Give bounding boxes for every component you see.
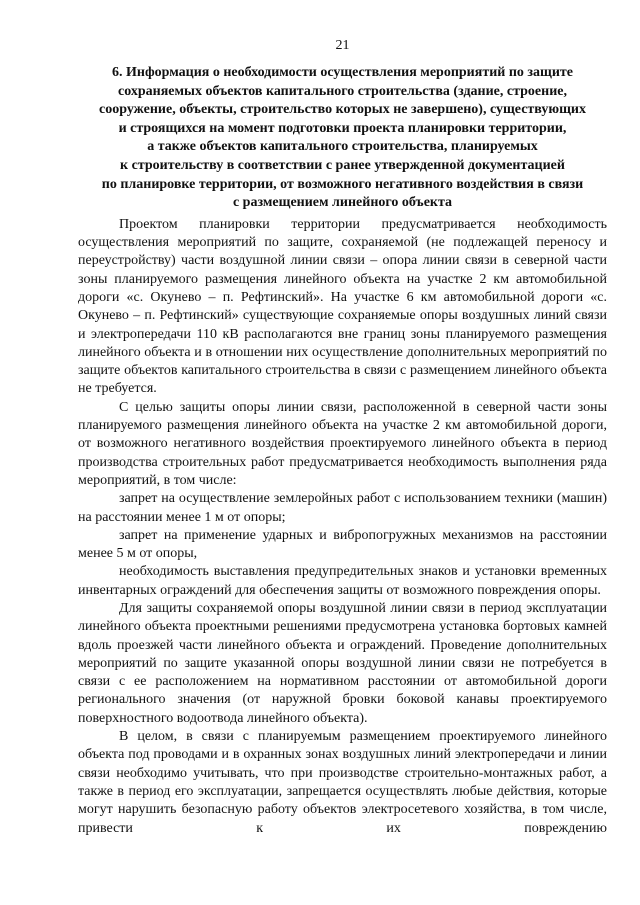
heading-line: к строительству в соответствии с ранее утвержденной документацией xyxy=(120,157,565,173)
document-page xyxy=(78,38,607,838)
heading-line: а также объектов капитального строительства, планируемых xyxy=(147,139,538,155)
paragraph-warning-signs: необходимость выставления предупредительных знаков и установки временных инвентарных ограждений для обеспечения защиты от возможного повреждения опоры. xyxy=(78,564,607,598)
paragraph-protection-intro: Проектом планировки территории предусматривается необходимость осуществления мероприятий по защите, сохраняемой (не подлежащей переносу и переустройству) части воздушной линии связи – опора линии связи в северной части зоны планируемого размещения линейного объекта на участке 2 км автомобильной дороги «с. Окунево – п. Рефтинский». На участке 6 км автомобильной дороги «с. Окунево – п. Рефтинский» существующие сохраняемые опоры воздушных линий связи и электропередачи 110 кВ располагаются вне границ зоны планируемого размещения линейного объекта и в отношении них осуществление дополнительных мероприятий по защите объектов капитального строительства в связи с размещением линейного объекта не требуется. xyxy=(78,216,607,397)
paragraph-construction-measures: С целью защиты опоры линии связи, расположенной в северной части зоны планируемого размещения линейного объекта на участке 2 км автомобильной дороги, от возможного негативного воздействия проектируемого линейного объекта в период производства строительных работ предусматривается необходимость выполнения ряда мероприятий, в том числе: xyxy=(78,399,607,488)
page-number: 21 xyxy=(335,38,350,53)
paragraph-operation-protection: Для защиты сохраняемой опоры воздушной линии связи в период эксплуатации линейного объекта проектными решениями предусмотрена установка бортовых камней вдоль проезжей части линейного объекта и ограждений. Проведение дополнительных мероприятий по защите указанной опоры воздушной линии связи не потребуется в связи с ее расположением на нормативном расстоянии от автомобильной дороги регионального значения (от наружной бровки боковой канавы проектируемого поверхностного водоотвода линейного объекта). xyxy=(78,600,607,726)
heading-line: 6. Информация о необходимости осуществления мероприятий по защите xyxy=(111,65,573,80)
paragraph-general-restrictions: В целом, в связи с планируемым размещением проектируемого линейного объекта под проводами и в охранных зонах воздушных линий электропередачи и линии связи необходимо учитывать, что при производстве строительно-монтажных работ, а также в период его эксплуатации, запрещается осуществлять любые действия, которые могут нарушить безопасную работу объектов электросетевого хозяйства, в том числе, привести к их повреждению xyxy=(78,729,607,836)
heading-line: сооружение, объекты, строительство которых не завершено), существующих xyxy=(99,102,586,118)
heading-line: сохраняемых объектов капитального строительства (здание, строение, xyxy=(118,83,567,99)
heading-line: по планировке территории, от возможного негативного воздействия в связи xyxy=(101,176,584,192)
section-heading xyxy=(78,64,607,213)
heading-line: с размещением линейного объекта xyxy=(232,195,453,211)
paragraph-earthworks-ban: запрет на осуществление землеройных работ с использованием техники (машин) на расстоянии менее 1 м от опоры; xyxy=(78,491,607,525)
paragraph-vibration-ban: запрет на применение ударных и вибропогружных механизмов на расстоянии менее 5 м от опоры, xyxy=(78,527,607,562)
body-text xyxy=(78,216,607,838)
heading-line: и строящихся на момент подготовки проекта планировки территории, xyxy=(118,120,567,136)
